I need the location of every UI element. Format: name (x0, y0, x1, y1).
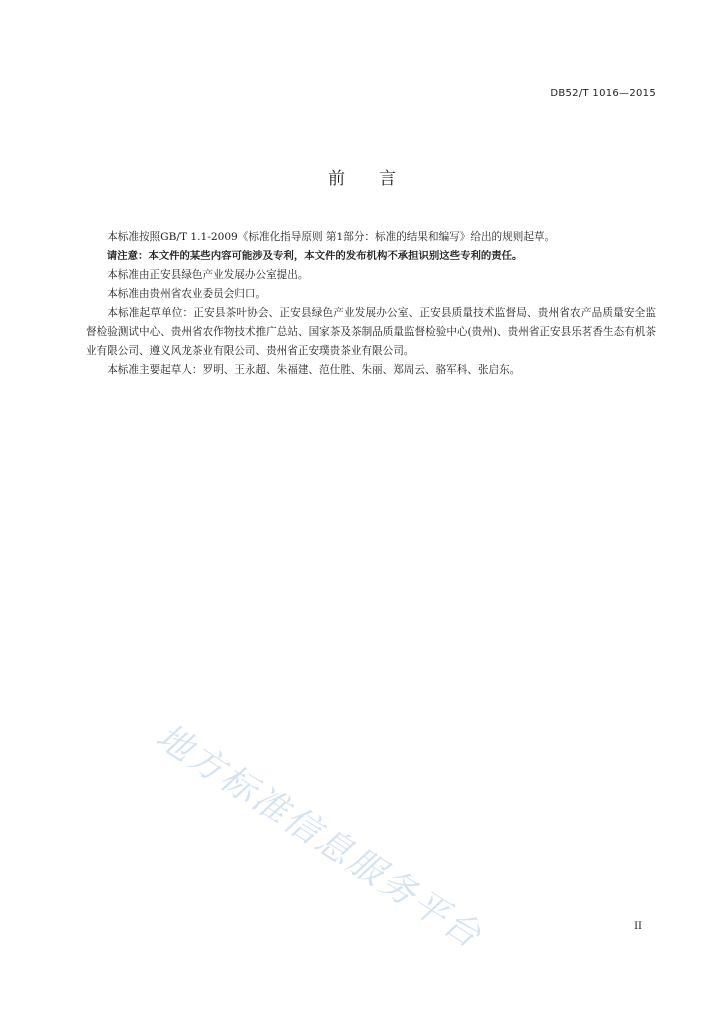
paragraph-proposer: 本标准由正安县绿色产业发展办公室提出。 (107, 269, 309, 281)
paragraph-drafting-rules: 本标准按照GB/T 1.1-2009《标准化指导原则 第1部分：标准的结果和编写》给出的规则起草。 (107, 231, 556, 243)
foreword-body (86, 228, 656, 380)
page-title: 前言 (328, 169, 430, 189)
watermark: 地方标准信息服务平台 (148, 716, 490, 958)
paragraph-patent-notice: 请注意：本文件的某些内容可能涉及专利，本文件的发布机构不承担识别这些专利的责任。 (106, 250, 523, 262)
paragraph-drafting-units: 本标准起草单位：正安县茶叶协会、正安县绿色产业发展办公室、正安县质量技术监督局、贵州省农产品质量安全监督检验测试中心、贵州省农作物技术推广总站、国家茶及茶制品质量监督检验中心(贵州)、贵州省正安县乐茗香生态有机茶业有限公司、遵义风龙茶业有限公司、贵州省正安璞贵茶业有限公司。 (86, 307, 656, 357)
document-code-header: DB52/T 1016—2015 (550, 88, 656, 99)
page-number: II (634, 921, 642, 932)
paragraph-administrator: 本标准由贵州省农业委员会归口。 (107, 288, 267, 300)
paragraph-drafters: 本标准主要起草人：罗明、王永超、朱福建、范仕胜、朱丽、郑周云、骆军科、张启东。 (107, 364, 521, 376)
